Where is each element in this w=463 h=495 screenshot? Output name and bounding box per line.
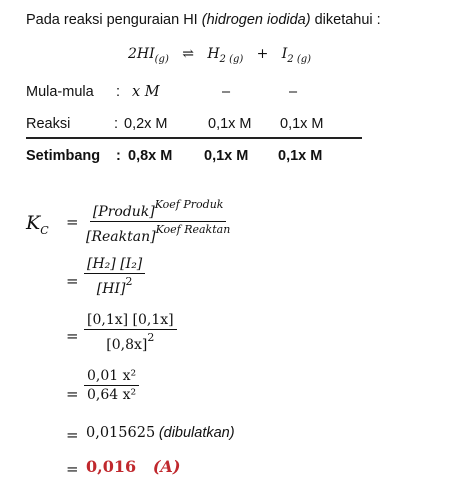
- final-value: 0,016: [86, 457, 137, 476]
- cell-h2: 0,1x M: [204, 148, 249, 164]
- product-1: H: [207, 46, 220, 62]
- eq-sign-4: =: [66, 385, 79, 403]
- cell-h2: –: [222, 84, 231, 100]
- eq-sign-6: =: [66, 460, 79, 478]
- kc-symbol: $K_C$: [26, 212, 49, 237]
- step-5-value: 0,015625: [86, 425, 156, 441]
- cell-i2: 0,1x M: [278, 148, 323, 164]
- table-divider: [26, 137, 362, 139]
- row-label: Mula-mula: [26, 84, 94, 100]
- step-3-numerator: [0,1x] [0,1x]: [84, 312, 177, 330]
- eq-sign-2: =: [66, 272, 79, 290]
- step-1-denominator: [Reaktan]$^{Koef Reaktan}$: [86, 223, 231, 245]
- final-answer: [86, 457, 180, 476]
- row-sep: :: [116, 84, 121, 100]
- eq-sign-1: =: [66, 213, 79, 231]
- row-sep: :: [114, 116, 119, 132]
- eq-sign-5: =: [66, 426, 79, 444]
- plus-sign: +: [256, 46, 269, 62]
- reaction-equation: [128, 46, 311, 65]
- row-label: Setimbang: [26, 148, 101, 164]
- step-2-numerator: [H₂] [I₂]: [84, 256, 145, 274]
- cell-i2: –: [289, 84, 298, 100]
- step-1-fraction: [86, 198, 230, 245]
- step-5-result: [86, 425, 235, 442]
- intro-text: [26, 12, 381, 28]
- row-label: Reaksi: [26, 116, 71, 132]
- cell-hi: 0,2x M: [124, 116, 168, 132]
- step-3-denominator: $[0,8x]^2$: [106, 331, 155, 353]
- step-5-note: (dibulatkan): [158, 425, 235, 441]
- intro-italic: (hidrogen iodida): [201, 12, 311, 28]
- reactant: 2HI: [128, 46, 155, 62]
- intro-prefix: Pada reaksi penguraian HI: [26, 12, 202, 28]
- cell-hi: x M: [132, 84, 160, 100]
- cell-i2: 0,1x M: [280, 116, 324, 132]
- eq-sign-3: =: [66, 327, 79, 345]
- cell-hi: 0,8x M: [128, 148, 173, 164]
- answer-choice: (A): [152, 457, 181, 476]
- step-2-fraction: [84, 256, 145, 297]
- step-3-fraction: [84, 312, 177, 353]
- step-4-denominator: 0,64 x²: [87, 387, 137, 403]
- step-4-numerator: 0,01 x²: [84, 368, 139, 386]
- product-2-sub: 2 (g): [287, 53, 312, 65]
- row-sep: :: [116, 148, 121, 164]
- step-4-fraction: [84, 368, 139, 403]
- product-1-sub: 2 (g): [219, 53, 244, 65]
- intro-suffix: diketahui :: [310, 12, 381, 28]
- cell-h2: 0,1x M: [208, 116, 252, 132]
- step-2-denominator: [HI]$^2$: [96, 275, 133, 297]
- reactant-state: (g): [154, 53, 169, 65]
- product-2: I: [281, 46, 288, 62]
- step-1-numerator: [Produk]$^{Koef Produk}$: [90, 198, 227, 222]
- equilibrium-arrow-icon: ⇌: [182, 46, 194, 62]
